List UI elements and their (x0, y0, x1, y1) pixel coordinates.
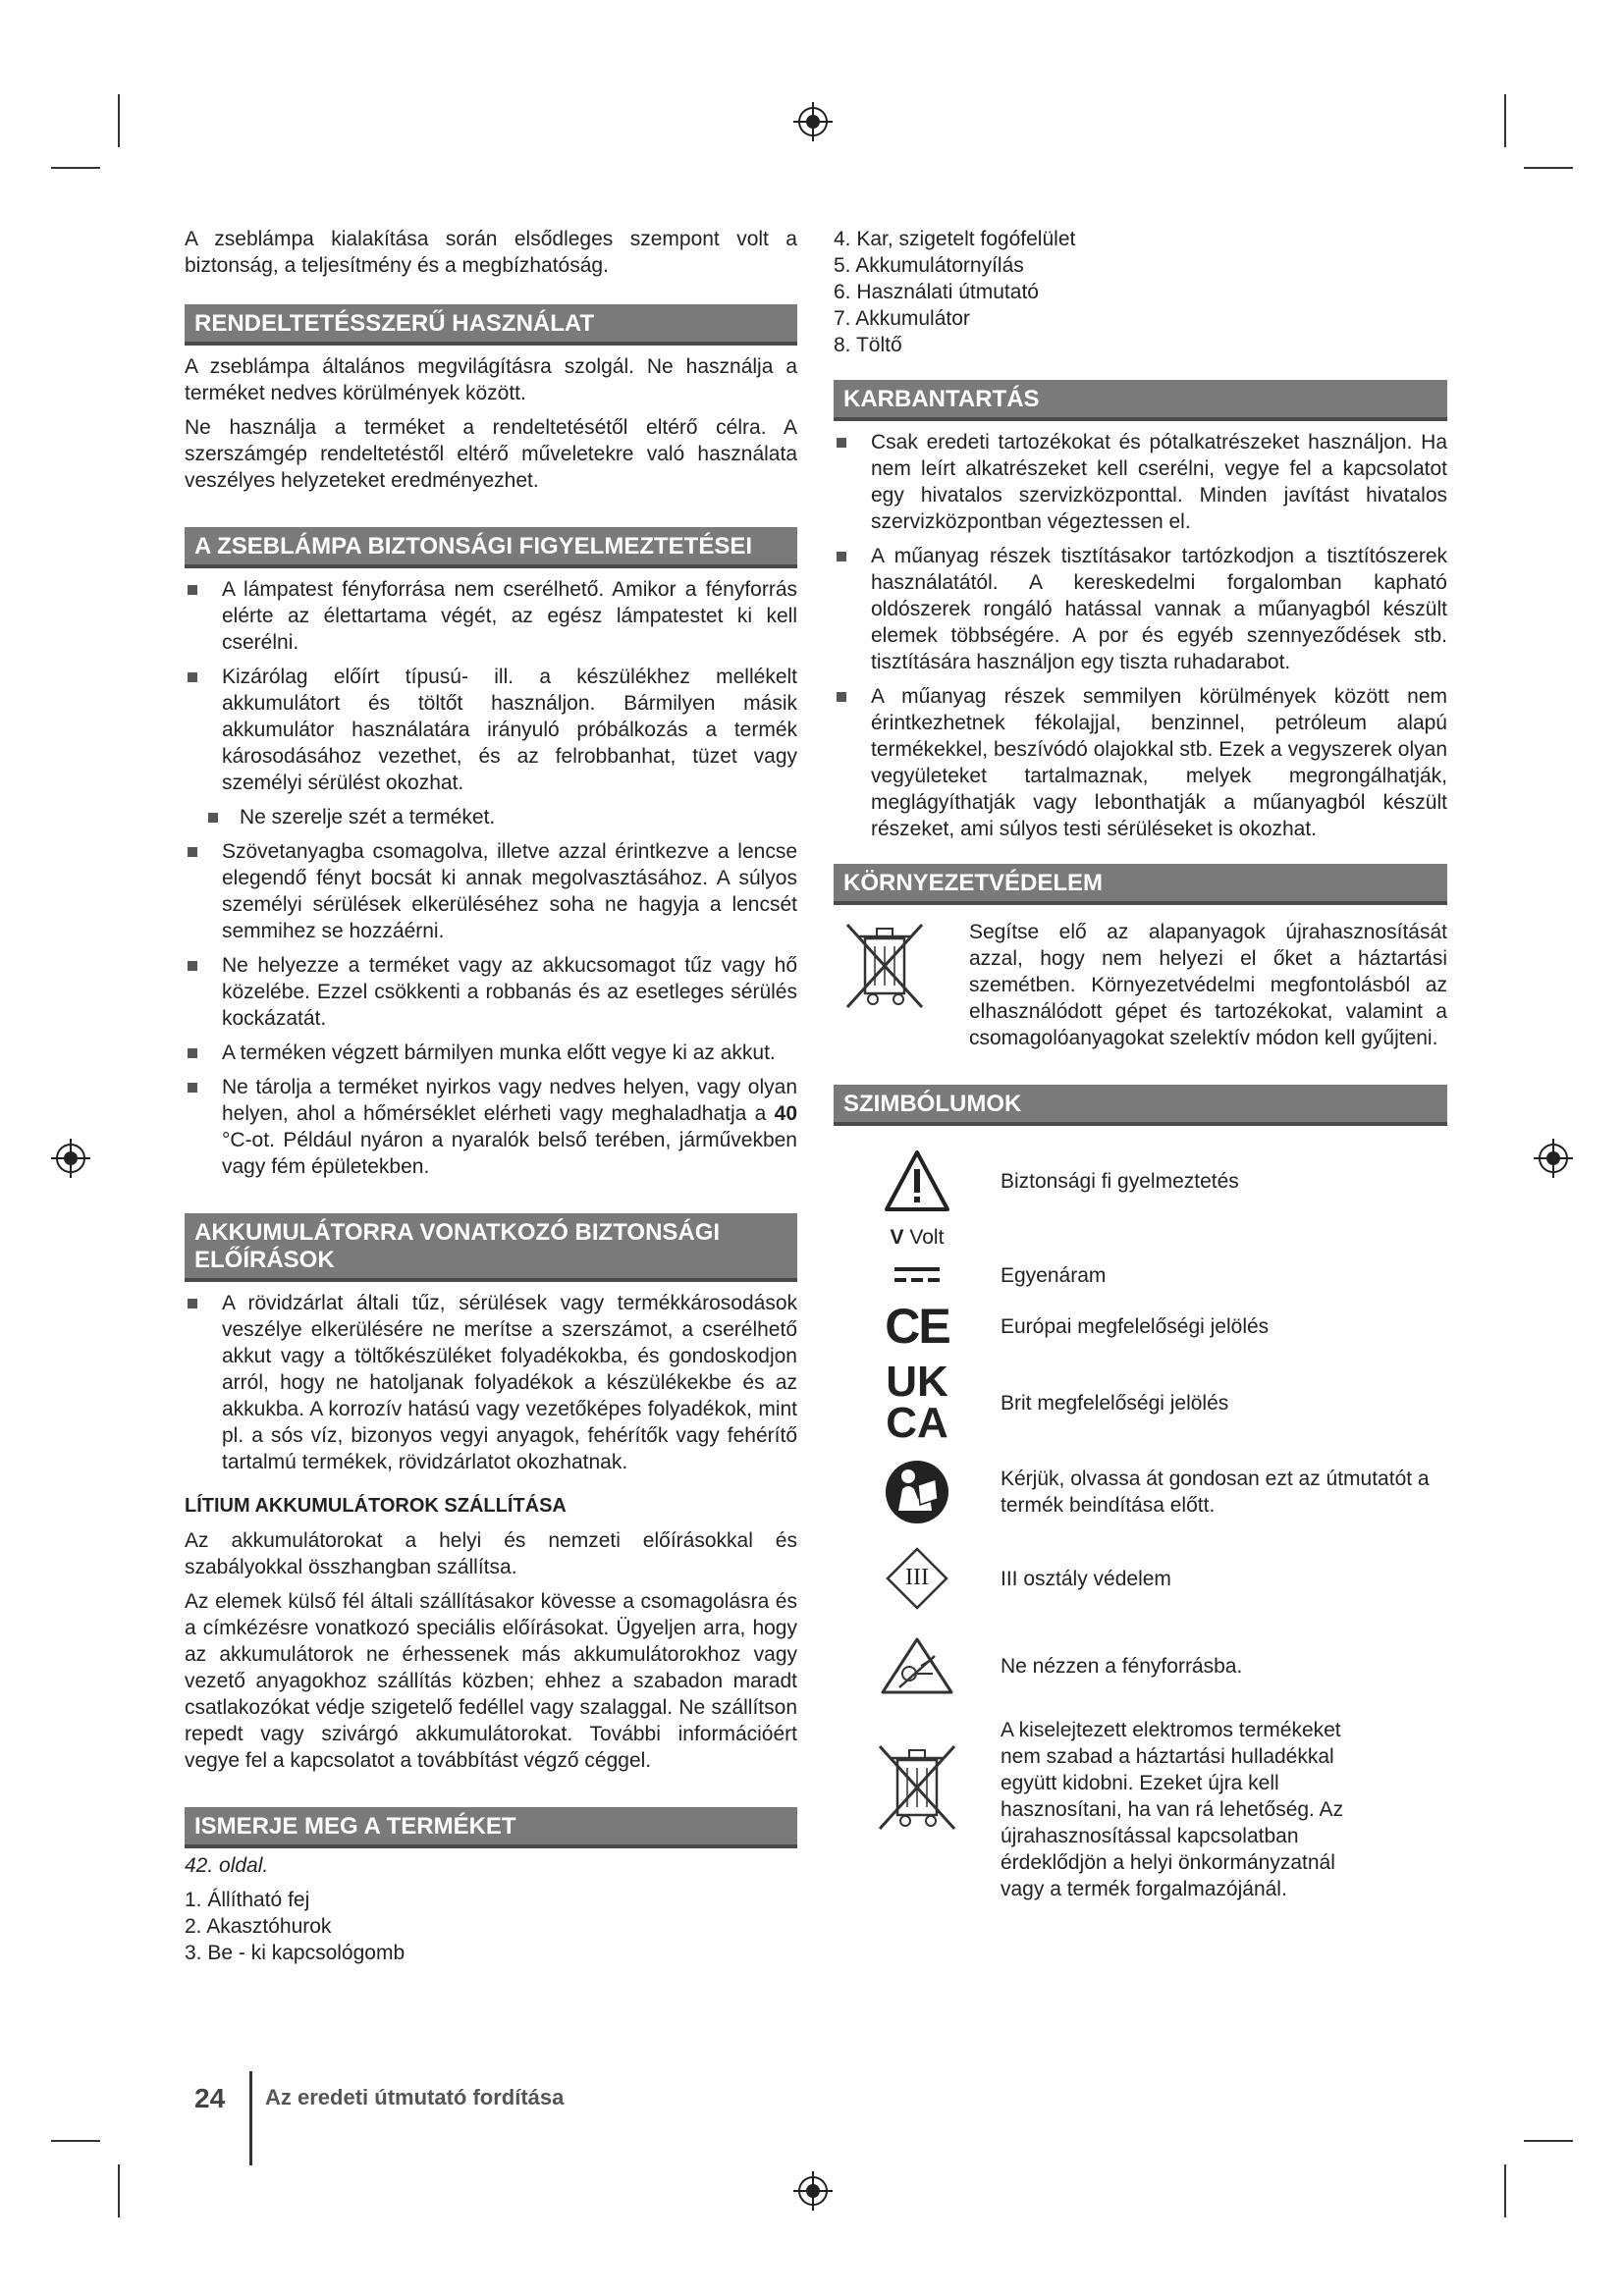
weee-bin-icon (834, 1717, 1001, 1833)
list-item (834, 305, 1447, 332)
registration-mark-icon (1534, 1139, 1573, 1178)
battery-list (185, 1290, 797, 1475)
symbol-row (834, 1146, 1447, 1216)
crop-mark (51, 167, 100, 169)
do-not-stare-icon (834, 1636, 1001, 1695)
item-number: 5. (834, 254, 851, 277)
footer-divider (249, 2071, 252, 2165)
maintenance-list (834, 429, 1447, 842)
symbol-text: A kiselejtezett elektromos termékeket nem szabad a háztartási hulladékkal együtt kidobni. Ezeket újra kell hasznosítani, ha van rá lehetőség. Az újrahasznosítással kapcsolatban érdeklődjön a helyi önkormányzatnál vagy a termék forgalmazójánál. (1001, 1719, 1344, 1900)
weee-bin-icon (834, 919, 969, 1011)
ce-mark-text: CE (885, 1298, 949, 1354)
item-label: Akkumulátor (855, 307, 970, 330)
right-column (834, 226, 1447, 1902)
list-item: A műanyag részek tisztításakor tartózkodjon a tisztítószerek használatától. A kereskedelmi forgalomban kapható oldószerek rongáló hatással vannak a műanyagból készült elemek többségére. A por és egyéb szennyeződések stb. tisztítására használjon egy tiszta ruhadarabot. (834, 543, 1447, 675)
footer-text: Az eredeti útmutató fordítása (265, 2085, 565, 2109)
symbol-text: Biztonsági fi gyelmeztetés (1001, 1169, 1239, 1193)
list-item (185, 1887, 797, 1913)
parts-list (185, 1887, 797, 1966)
symbol-row (834, 1717, 1447, 1902)
transport-paragraph: Az elemek külső fél általi szállításakor kövesse a csomagolásra és a címkézésre vonatkozó speciális előírásokat. Ügyeljen arra, hogy az akkumulátorok ne érhessenek más akkumulátorokhoz vagy vezető anyagokhoz szállítás közben; ehhez a szabadon maradt csatlakozókat védje szigetelő fedéllel vagy szalaggal. Ne szállítson repedt vagy szivárgó akkumulátorokat. További információért vegye fel a kapcsolatot a továbbítást végző céggel. (185, 1590, 797, 1772)
list-item: Ne szerelje szét a terméket. (185, 804, 797, 830)
storage-text-pre: Ne tárolja a terméket nyirkos vagy nedves helyen, vagy olyan helyen, ahol a hőmérséklet elérheti vagy meghaladhatja a (222, 1076, 797, 1125)
list-item: A rövidzárlat általi tűz, sérülések vagy termékkárosodások veszélye elkerülésére ne merítse a szerszámot, a cserélhető akkut vagy a töltőkészüléket folyadékokba, és gondoskodjon arról, hogy ne hatoljanak folyadékok a készülékekbe és az akkukba. A korrozív hatású vagy vezetőképes folyadékok, mint pl. a sós víz, bizonyos vegyi anyagok, fehérítők vagy fehérítő tartalmú termékek, rövidzárlatot okozhatnak. (185, 1290, 797, 1475)
item-number: 7. (834, 307, 851, 330)
list-item: Csak eredeti tartozékokat és pótalkatrészeket használjon. Ha nem leírt alkatrészeket kell cserélni, vegye fel a kapcsolatot egy hivatalos szervizközponttal. Minden javítást hivatalos szervizközpontban végeztessen el. (834, 429, 1447, 535)
left-column (185, 226, 797, 1966)
symbol-row (834, 1297, 1447, 1356)
symbol-text: III osztály védelem (1001, 1567, 1171, 1590)
list-item (185, 1074, 797, 1180)
crop-mark (1504, 94, 1506, 147)
volt-symbol (834, 1224, 1001, 1251)
item-label: Használati útmutató (856, 281, 1039, 303)
list-item (185, 1913, 797, 1940)
transport-heading: LÍTIUM AKKUMULÁTOROK SZÁLLÍTÁSA (185, 1495, 567, 1517)
list-item (834, 252, 1447, 279)
environment-heading: KÖRNYEZETVÉDELEM (834, 864, 1447, 905)
read-manual-icon (834, 1460, 1001, 1524)
parts-list-continued (834, 226, 1447, 358)
list-item: A lámpatest fényforrása nem cserélhető. Amikor a fényforrás elérte az élettartama végét, az egész lámpatestet ki kell cserélni. (185, 576, 797, 656)
crop-mark (1504, 2164, 1506, 2217)
know-product-heading: ISMERJE MEG A TERMÉKET (185, 1807, 797, 1848)
item-number: 8. (834, 334, 851, 356)
registration-mark-icon (793, 2171, 833, 2211)
class-iii-icon (834, 1547, 1001, 1610)
list-item: A műanyag részek semmilyen körülmények között nem érintkezhetnek fékolajjal, benzinnel, petróleum alapú termékekkel, beszívódó olajokkal stb. Ezek a vegyszerek olyan vegyületeket tartalmaznak, melyek megrongálhatják, meglágyíthatják vagy lebonthatják a műanyagból készült részeket, ami súlyos testi sérüléseket is okozhat. (834, 683, 1447, 842)
item-number: 3. (185, 1942, 202, 1964)
ukca-mark-line: UK (886, 1358, 948, 1406)
symbol-text: Volt (909, 1225, 945, 1249)
item-number: 4. (834, 228, 851, 250)
safety-heading: A ZSEBLÁMPA BIZTONSÁGI FIGYELMEZTETÉSEI (185, 527, 797, 568)
direct-current-icon (834, 1265, 1001, 1285)
item-label: Akkumulátornyílás (855, 254, 1024, 277)
item-number: 6. (834, 281, 851, 303)
list-item (834, 279, 1447, 305)
symbols-list (834, 1146, 1447, 1902)
ce-mark-icon (834, 1298, 1001, 1354)
crop-mark (118, 2164, 120, 2217)
ukca-mark-icon (834, 1358, 1001, 1447)
transport-paragraph: Az akkumulátorokat a helyi és nemzeti előírásokkal és szabályokkal összhangban szállítsa. (185, 1529, 797, 1578)
ukca-mark-line: CA (886, 1399, 948, 1447)
maintenance-heading: KARBANTARTÁS (834, 380, 1447, 421)
environment-text: Segítse elő az alapanyagok újrahasznosítását azzal, hogy nem helyezi el őket a háztartási szemétben. Környezetvédelmi megfontolásból az elhasználódott gépet és tartozékokat, valamint a csomagolóanyagokat szelektív módon kell gyűjteni. (969, 921, 1447, 1049)
battery-heading: AKKUMULÁTORRA VONATKOZÓ BIZTONSÁGI ELŐÍRÁSOK (185, 1213, 797, 1282)
list-item: Kizárólag előírt típusú- ill. a készülékhez mellékelt akkumulátort és töltőt használjon. Bármilyen másik akkumulátor használatára irányuló próbálkozás a termék károsodásához vezethet, és az felrobbanhat, tüzet vagy személyi sérülést okozhat. (185, 664, 797, 796)
list-item (185, 1940, 797, 1966)
symbol-row (834, 1220, 1447, 1254)
intended-use-heading: RENDELTETÉSSZERŰ HASZNÁLAT (185, 304, 797, 346)
storage-text-post: °C-ot. Például nyáron a nyaralók belső terében, járművekben vagy fém épületekben. (222, 1129, 797, 1178)
item-number: 1. (185, 1889, 202, 1911)
list-item (834, 226, 1447, 252)
registration-mark-icon (51, 1139, 90, 1178)
list-item: A terméken végzett bármilyen munka előtt vegye ki az akkut. (185, 1040, 797, 1066)
item-label: Akasztóhurok (206, 1915, 332, 1938)
symbol-row (834, 1254, 1447, 1297)
symbol-text: Európai megfelelőségi jelölés (1001, 1314, 1270, 1338)
intended-use-paragraph: Ne használja a terméket a rendeltetésétől eltérő célra. A szerszámgép rendeltetéstől eltérő műveletekre való használata veszélyes helyzeteket eredményezhet. (185, 416, 797, 492)
symbol-row (834, 1623, 1447, 1709)
class-iii-mark-text: III (905, 1565, 929, 1590)
item-label: Be - ki kapcsológomb (207, 1942, 406, 1964)
symbol-text: Egyenáram (1001, 1263, 1107, 1287)
symbol-text: Brit megfelelőségi jelölés (1001, 1391, 1229, 1415)
volt-code: V (890, 1225, 904, 1249)
crop-mark (51, 2140, 100, 2142)
page-number: 24 (194, 2083, 226, 2113)
page-reference: 42. oldal. (185, 1854, 269, 1877)
list-item (834, 332, 1447, 358)
item-label: Töltő (855, 334, 902, 356)
registration-mark-icon (793, 102, 833, 141)
intro-paragraph: A zseblámpa kialakítása során elsődleges szempont volt a biztonság, a teljesítmény és a megbízhatóság. (185, 228, 797, 277)
environment-block (834, 919, 1447, 1051)
symbol-text: Ne nézzen a fényforrásba. (1001, 1654, 1243, 1678)
intended-use-paragraph: A zseblámpa általános megvilágításra szolgál. Ne használja a terméket nedves körülmények között. (185, 355, 797, 404)
storage-temperature: 40 (774, 1102, 797, 1125)
crop-mark (1524, 167, 1573, 169)
symbol-text: Kérjük, olvassa át gondosan ezt az útmutatót a termék beindítása előtt. (1001, 1468, 1430, 1517)
list-item: Ne helyezze a terméket vagy az akkucsomagot tűz vagy hő közelébe. Ezzel csökkenti a robbanás és az esetleges sérülés kockázatát. (185, 952, 797, 1032)
list-item: Szövetanyagba csomagolva, illetve azzal érintkezve a lencse elegendő fényt bocsát ki annak megolvasztásához. A súlyos személyi sérülések elkerüléséhez soha ne hagyja a lencsét semmihez se hozzáérni. (185, 838, 797, 944)
symbols-heading: SZIMBÓLUMOK (834, 1085, 1447, 1126)
item-label: Kar, szigetelt fogófelület (856, 228, 1076, 250)
symbol-row (834, 1534, 1447, 1623)
item-label: Állítható fej (207, 1889, 310, 1911)
symbol-row (834, 1450, 1447, 1534)
item-number: 2. (185, 1915, 202, 1938)
safety-list (185, 576, 797, 1180)
warning-triangle-icon (834, 1149, 1001, 1212)
crop-mark (118, 94, 120, 147)
crop-mark (1524, 2140, 1573, 2142)
symbol-row (834, 1356, 1447, 1450)
